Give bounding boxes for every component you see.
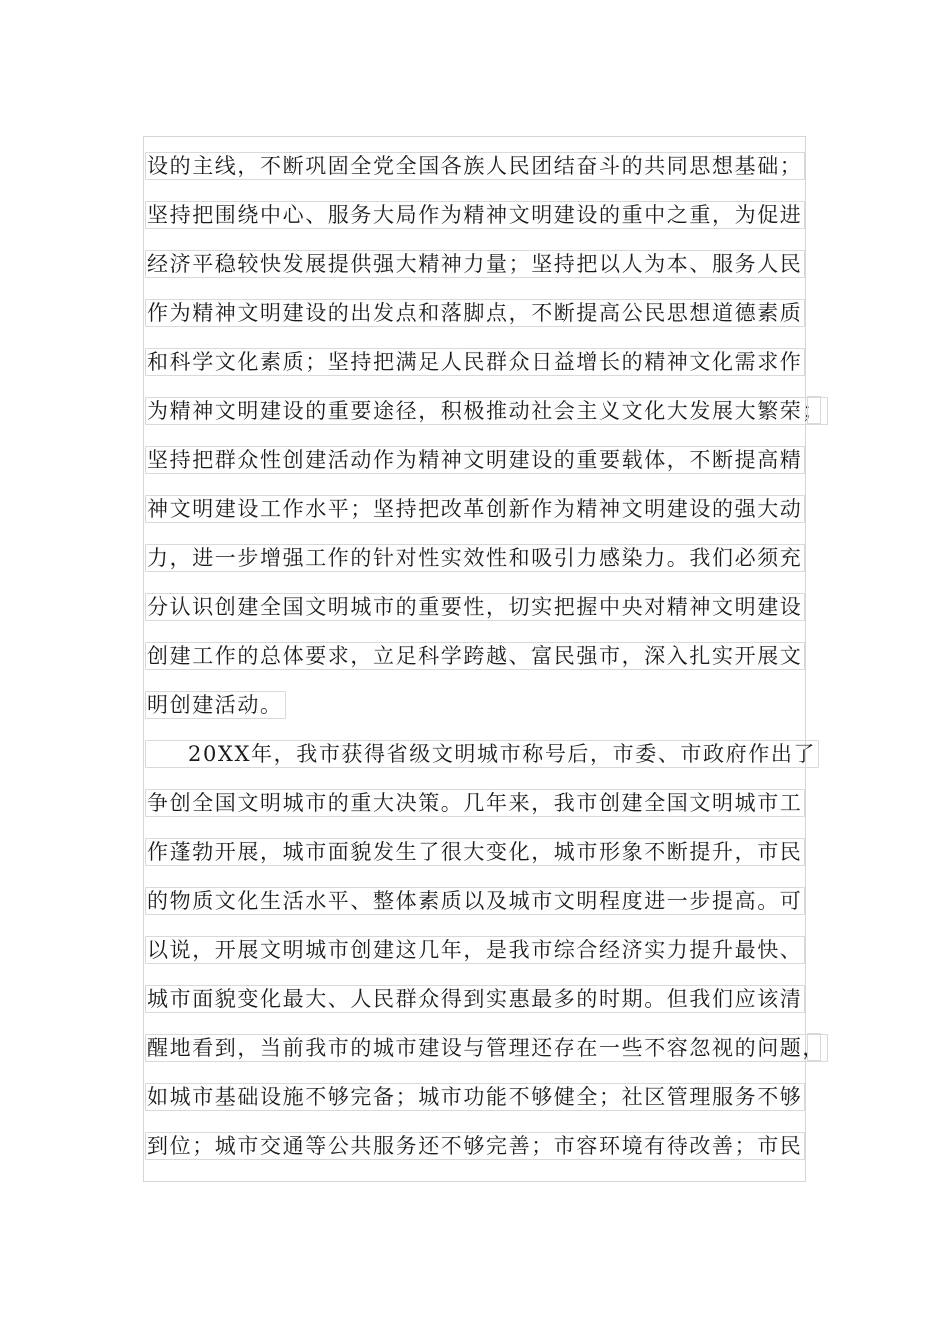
overflow-marker [807,1033,821,1061]
line-text: 明创建活动。 [145,691,286,719]
line-text: 坚持把围绕中心、服务大局作为精神文明建设的重中之重，为促进 [145,201,805,229]
line-text: 力，进一步增强工作的针对性实效性和吸引力感染力。我们必须充 [145,544,805,572]
line-text: 如城市基础设施不够完备；城市功能不够健全；社区管理服务不够 [145,1083,805,1111]
text-line [145,1120,805,1169]
text-line [145,1022,825,1071]
line-text: 到位；城市交通等公共服务还不够完善；市容环境有待改善；市民 [145,1132,805,1160]
text-line [145,140,805,189]
text-line [145,1071,805,1120]
text-line [145,483,805,532]
text-line [145,336,805,385]
text-line [145,434,805,483]
line-text: 坚持把群众性创建活动作为精神文明建设的重要载体，不断提高精 [145,446,805,474]
text-line [145,973,805,1022]
line-text: 经济平稳较快发展提供强大精神力量；坚持把以人为本、服务人民 [145,250,805,278]
line-text: 创建工作的总体要求，立足科学跨越、富民强市，深入扎实开展文 [145,642,805,670]
line-text: 为精神文明建设的重要途径，积极推动社会主义文化大发展大繁荣； [145,397,828,425]
line-text: 设的主线，不断巩固全党全国各族人民团结奋斗的共同思想基础； [145,152,805,180]
text-line [145,679,805,728]
text-line [145,581,805,630]
line-text: 神文明建设工作水平；坚持把改革创新作为精神文明建设的强大动 [145,495,805,523]
text-line [145,777,805,826]
paragraph-first-line [145,728,817,777]
line-text: 作为精神文明建设的出发点和落脚点，不断提高公民思想道德素质 [145,299,805,327]
text-line [145,630,805,679]
text-line [145,875,805,924]
text-line [145,924,805,973]
line-text: 以说，开展文明城市创建这几年，是我市综合经济实力提升最快、 [145,936,805,964]
line-text: 醒地看到，当前我市的城市建设与管理还存在一些不容忽视的问题， [145,1034,828,1062]
line-text: 和科学文化素质；坚持把满足人民群众日益增长的精神文化需求作 [145,348,805,376]
line-text: 争创全国文明城市的重大决策。几年来，我市创建全国文明城市工 [145,789,805,817]
line-text: 20XX年，我市获得省级文明城市称号后，市委、市政府作出了 [145,740,819,768]
line-text: 分认识创建全国文明城市的重要性，切实把握中央对精神文明建设 [145,593,805,621]
text-line [145,826,805,875]
line-text: 城市面貌变化最大、人民群众得到实惠最多的时期。但我们应该清 [145,985,805,1013]
line-text: 的物质文化生活水平、整体素质以及城市文明程度进一步提高。可 [145,887,805,915]
overflow-marker [807,396,821,424]
line-text: 作蓬勃开展，城市面貌发生了很大变化，城市形象不断提升，市民 [145,838,805,866]
text-line [145,385,825,434]
text-line [145,189,805,238]
text-line [145,287,805,336]
text-line [145,532,805,581]
document-body [145,140,825,1169]
text-line [145,238,805,287]
